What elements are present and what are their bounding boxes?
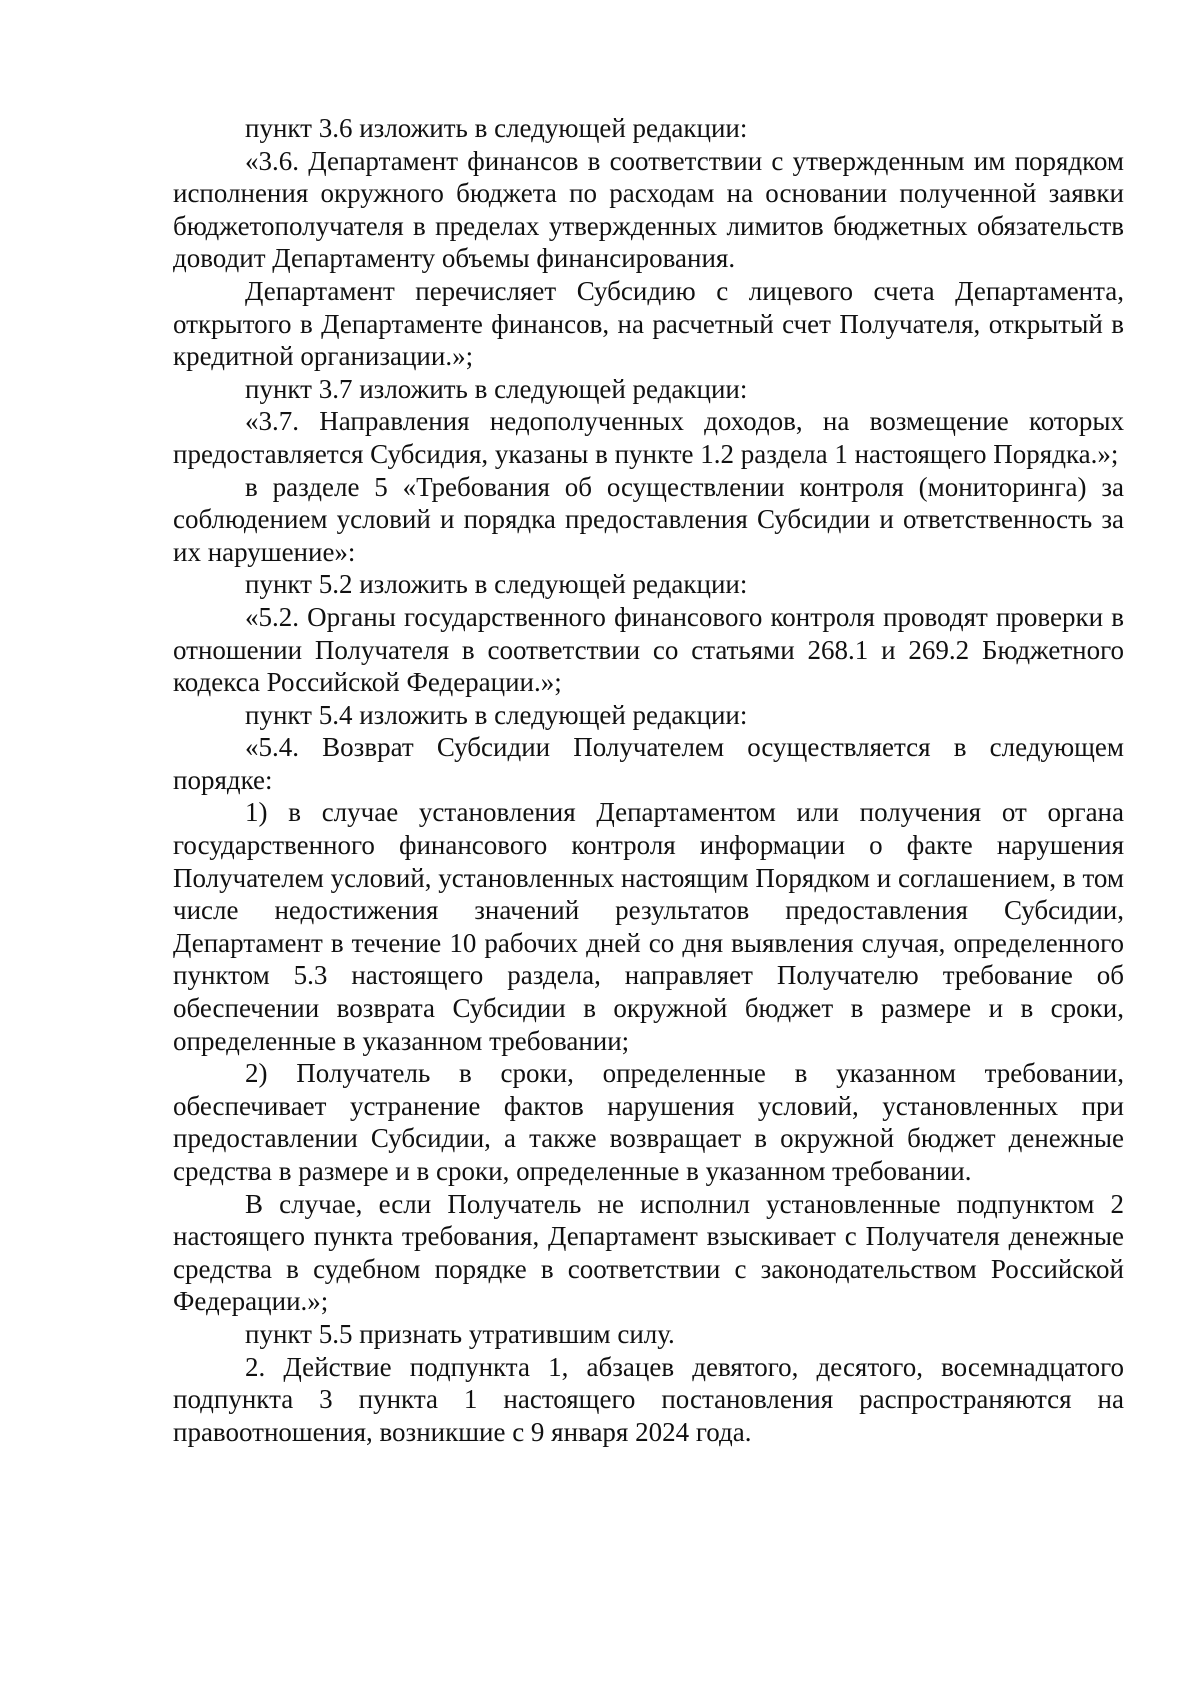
paragraph-clause-3-6-text: «3.6. Департамент финансов в соответствии с утвержденным им порядком исполнения окружного бюджета по расходам на основании полученной заявки бюджетополучателя в пределах утвержденных лимитов бюджетных обязательств доводит Департаменту объемы финансирования. [173,145,1124,274]
paragraph-clause-5-5: пункт 5.5 признать утратившим силу. [245,1318,675,1349]
paragraph-clause-5-4-text: «5.4. Возврат Субсидии Получателем осуществляется в следующем порядке: [173,732,1124,795]
paragraph-effective-date: 2. Действие подпункта 1, абзацев девятого, десятого, восемнадцатого подпункта 3 пункта 1 настоящего постановления распространяются на правоотношения, возникшие с 9 января 2024 года. [173,1351,1124,1447]
document-body [173,112,1124,1448]
paragraph-recovery-in-court: В случае, если Получатель не исполнил установленные подпунктом 2 настоящего пункта требования, Департамент взыскивает с Получателя денежные средства в судебном порядке в соответствии с законодательством Российской Федерации.»; [173,1188,1124,1317]
paragraph-clause-3-6-intro: пункт 3.6 изложить в следующей редакции: [245,113,748,143]
paragraph-clause-5-4-intro: пункт 5.4 изложить в следующей редакции: [245,699,748,730]
paragraph-section-5-intro: в разделе 5 «Требования об осуществлении контроля (мониторинга) за соблюдением условий и порядка предоставления Субсидии и ответственность за их нарушение»: [173,471,1124,567]
paragraph-subsidy-transfer: Департамент перечисляет Субсидию с лицевого счета Департамента, открытого в Департаменте финансов, на расчетный счет Получателя, открытый в кредитной организации.»; [173,275,1124,372]
paragraph-subclause-1: 1) в случае установления Департаментом или получения от органа государственного финансового контроля информации о факте нарушения Получателем условий, установленных настоящим Порядком и соглашением, в том числе недостижения значений результатов предоставления Субсидии, Департамент в течение 10 рабочих дней со дня выявления случая, определенного пунктом 5.3 настоящего раздела, направляет Получателю требование об обеспечении возврата Субсидии в окружной бюджет в размере и в сроки, определенные в указанном требовании; [173,797,1124,1056]
paragraph-clause-3-7-text: «3.7. Направления недополученных доходов, на возмещение которых предоставляется Субсидия, указаны в пункте 1.2 раздела 1 настоящего Порядка.»; [173,406,1124,469]
paragraph-clause-3-7-intro: пункт 3.7 изложить в следующей редакции: [245,373,748,404]
paragraph-clause-5-2-intro: пункт 5.2 изложить в следующей редакции: [245,569,748,600]
paragraph-clause-5-2-text: «5.2. Органы государственного финансового контроля проводят проверки в отношении Получателя в соответствии со статьями 268.1 и 269.2 Бюджетного кодекса Российской Федерации.»; [173,601,1124,698]
paragraph-subclause-2: 2) Получатель в сроки, определенные в указанном требовании, обеспечивает устранение фактов нарушения условий, установленных при предоставлении Субсидии, а также возвращает в окружной бюджет денежные средства в размере и в сроки, определенные в указанном требовании. [173,1058,1124,1186]
